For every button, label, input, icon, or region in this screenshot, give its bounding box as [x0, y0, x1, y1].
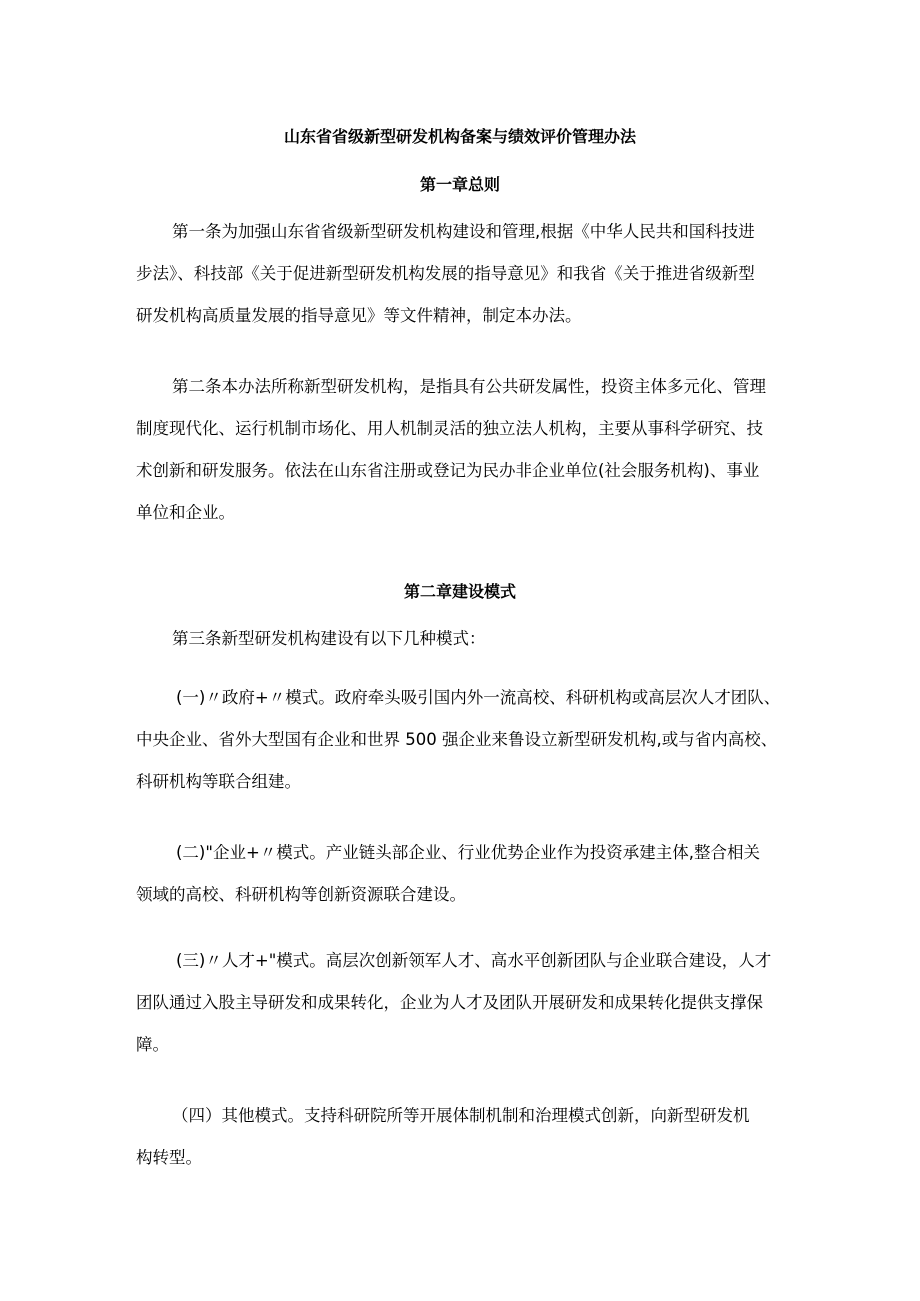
- article-2-line: 第二条本办法所称新型研发机构，是指具有公共研发属性，投资主体多元化、管理: [172, 377, 766, 396]
- mode-2: [136, 832, 782, 916]
- article-3-line: 第三条新型研发机构建设有以下几种模式：: [172, 629, 486, 648]
- mode-1: [136, 677, 782, 803]
- article-1-line: 步法》、科技部《关于促进新型研发机构发展的指导意见》和我省《关于推进省级新型: [136, 264, 755, 283]
- mode-4-line: 构转型。: [136, 1148, 202, 1167]
- mode-4-line: （四）其他模式。支持科研院所等开展体制机制和治理模式创新，向新型研发机: [172, 1106, 750, 1125]
- mode-1-line: 中央企业、省外大型国有企业和世界 500 强企业来鲁设立新型研发机构,或与省内高校、: [136, 730, 778, 749]
- mode-4: [136, 1095, 782, 1179]
- article-1: [136, 211, 782, 337]
- chapter-1-heading: 第一章总则: [419, 175, 500, 194]
- document-title: 山东省省级新型研发机构备案与绩效评价管理办法: [283, 127, 636, 146]
- mode-2-line: 领域的高校、科研机构等创新资源联合建设。: [136, 885, 466, 904]
- mode-1-line: (一)〃政府+〃模式。政府牵头吸引国内外一流高校、科研机构或高层次人才团队、: [176, 688, 781, 707]
- article-1-line: 第一条为加强山东省省级新型研发机构建设和管理,根据《中华人民共和国科技进: [172, 222, 755, 241]
- mode-3-line: (三)〃人才+"模式。高层次创新领军人才、高水平创新团队与企业联合建设，人才: [176, 951, 772, 970]
- article-3: [136, 618, 782, 660]
- mode-2-line: (二)"企业+〃模式。产业链头部企业、行业优势企业作为投资承建主体,整合相关: [176, 843, 761, 862]
- article-2-line: 术创新和研发服务。依法在山东省注册或登记为民办非企业单位(社会服务机构)、事业: [136, 461, 760, 480]
- article-2-line: 制度现代化、运行机制市场化、用人机制灵活的独立法人机构，主要从事科学研究、技: [136, 419, 763, 438]
- article-1-line: 研发机构高质量发展的指导意见》等文件精神，制定本办法。: [136, 306, 582, 325]
- article-2-line: 单位和企业。: [136, 503, 235, 522]
- mode-3-line: 障。: [136, 1035, 169, 1054]
- mode-3-line: 团队通过入股主导研发和成果转化，企业为人才及团队开展研发和成果转化提供支撑保: [136, 993, 763, 1012]
- article-2: [136, 366, 782, 534]
- mode-3: [136, 940, 782, 1066]
- chapter-2-heading: 第二章建设模式: [403, 582, 516, 601]
- mode-1-line: 科研机构等联合组建。: [136, 772, 301, 791]
